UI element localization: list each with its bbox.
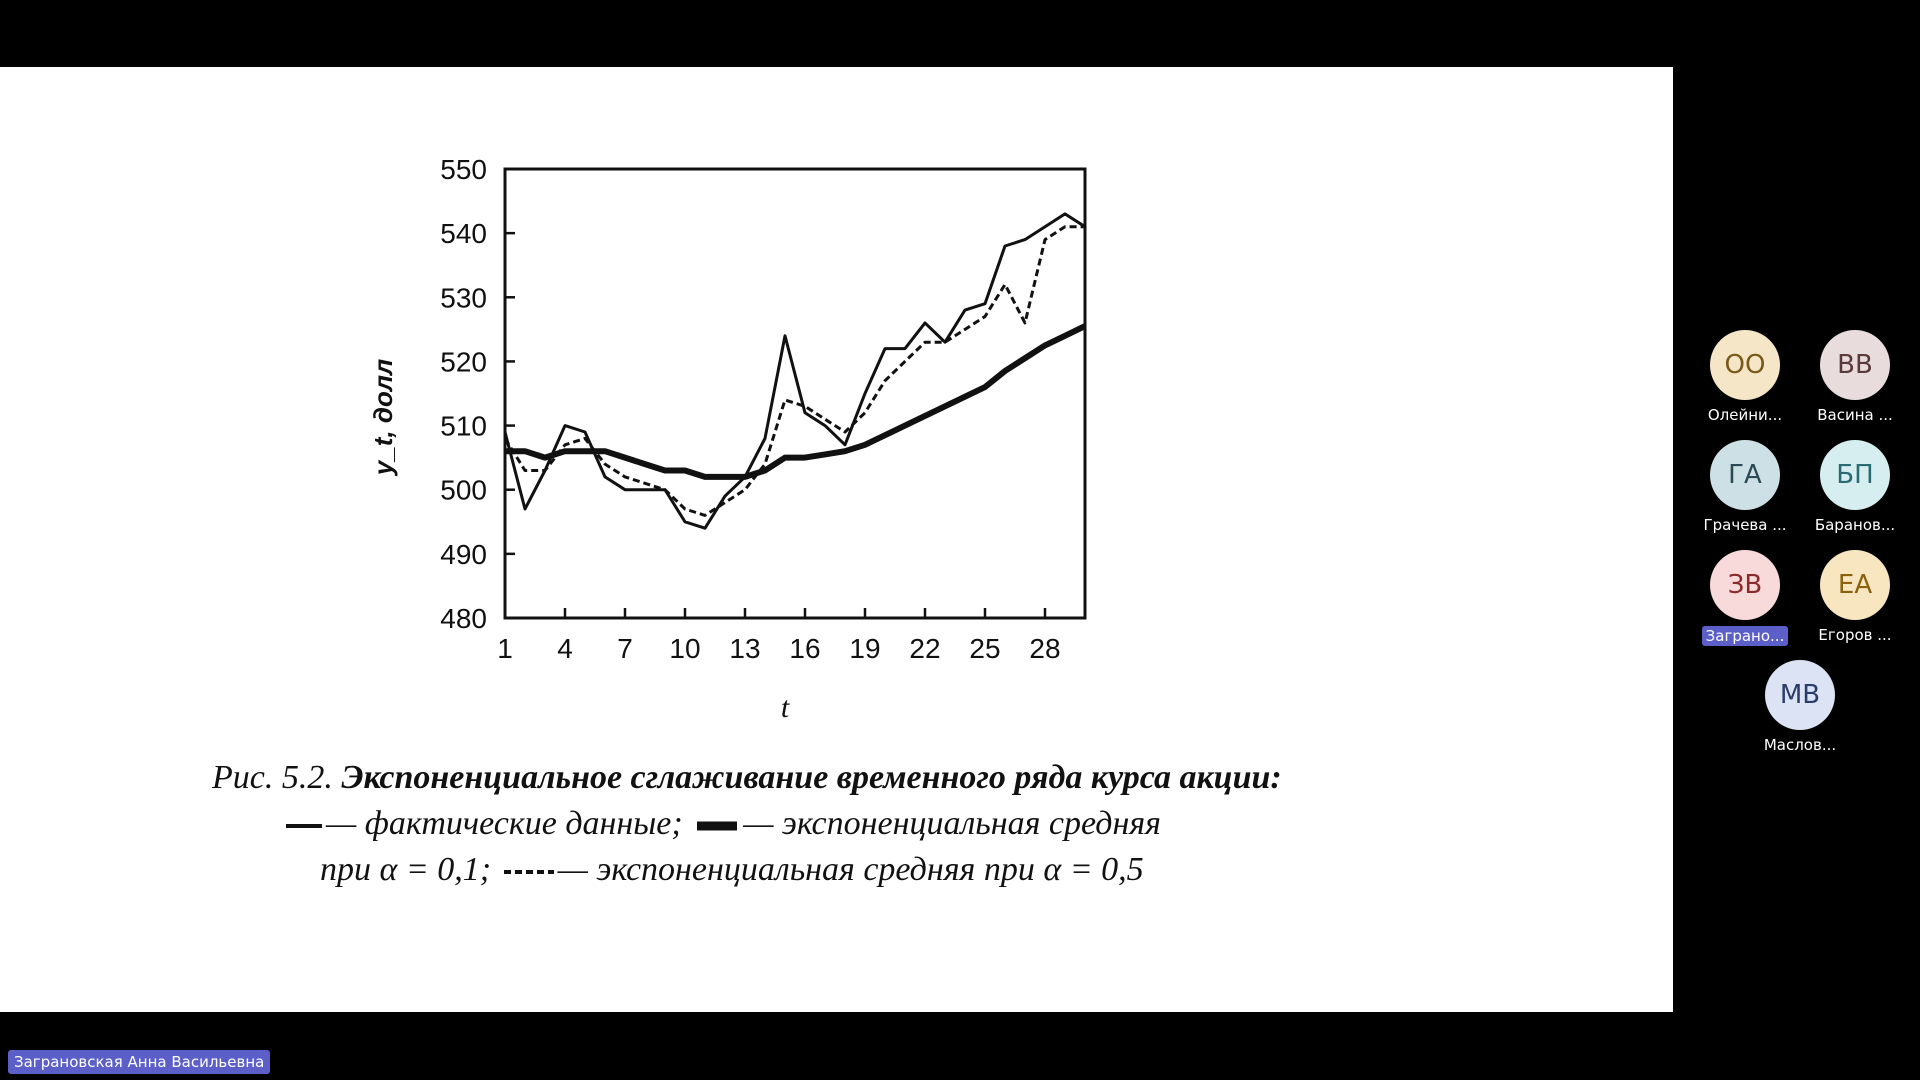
participant-tile[interactable] [1690,550,1800,651]
y-tick-label: 510 [440,410,487,442]
legend-dashed-swatch [504,867,554,877]
x-tick-label: 28 [1029,633,1061,664]
participant-panel [1690,330,1920,770]
figure-caption-title [212,759,1282,797]
legend-thick-solid-swatch [695,820,739,832]
x-tick-label: 7 [617,633,633,664]
y-tick-label: 550 [440,154,487,185]
participant-tile[interactable] [1690,330,1800,424]
participant-tile[interactable] [1745,660,1855,754]
shared-slide [0,67,1673,1012]
participant-name: Егоров ... [1818,626,1892,644]
legend-thin-solid-swatch [286,821,322,831]
participant-tile[interactable] [1800,330,1910,424]
participant-avatar: ЗВ [1710,550,1780,620]
legend-actual: — фактические данные; [326,805,683,842]
x-tick-label: 10 [669,633,701,664]
chart-ticks [440,154,1060,664]
legend-alpha01-b: при α = 0,1; [320,851,492,888]
figure-caption-legend-2 [320,851,1144,889]
y-tick-label: 490 [440,538,487,570]
participant-avatar: ВВ [1820,330,1890,400]
chart-axes [505,169,1085,618]
participant-avatar: ГА [1710,440,1780,510]
participant-name: Васина ... [1817,406,1893,424]
y-tick-label: 520 [440,346,487,378]
x-tick-label: 16 [789,633,821,664]
caption-prefix: Рис. 5.2. [212,759,342,796]
y-tick-label: 480 [440,603,487,634]
x-tick-label: 19 [849,633,881,664]
x-tick-label: 1 [497,633,513,664]
participant-avatar: БП [1820,440,1890,510]
y-axis-label: y_t, долл [368,358,398,476]
x-tick-label: 25 [969,633,1001,664]
x-tick-label: 13 [729,633,761,664]
participant-tile[interactable] [1690,440,1800,534]
participant-avatar: МВ [1765,660,1835,730]
x-axis-label: t [780,691,790,724]
y-tick-label: 540 [440,218,487,250]
x-tick-label: 22 [909,633,941,664]
x-tick-label: 4 [557,633,573,664]
caption-title: Экспоненциальное сглаживание временного ряда курса акции: [341,759,1282,796]
figure-caption-legend-1 [282,805,1161,843]
chart-lines [505,214,1085,528]
participant-name: Олейни... [1707,406,1783,424]
plot-frame [505,169,1085,618]
legend-alpha01-a: — экспоненциальная средняя [743,805,1161,842]
legend-alpha05: — экспоненциальная средняя при α = 0,5 [557,851,1144,888]
participant-tile[interactable] [1800,440,1910,534]
series-line-thick-solid [505,326,1085,477]
participant-tile[interactable] [1800,550,1910,644]
active-speaker-label: Заграновская Анна Васильевна [8,1050,270,1074]
series-line-thin-solid [505,214,1085,528]
y-tick-label: 530 [440,282,487,314]
participant-avatar: ЕА [1820,550,1890,620]
participant-name: Баранов... [1814,516,1896,534]
participant-name: Маслов... [1763,736,1837,754]
participant-avatar: ОО [1710,330,1780,400]
participant-name: Заграно... [1702,626,1789,646]
participant-name: Грачева ... [1703,516,1787,534]
y-tick-label: 500 [440,474,487,506]
